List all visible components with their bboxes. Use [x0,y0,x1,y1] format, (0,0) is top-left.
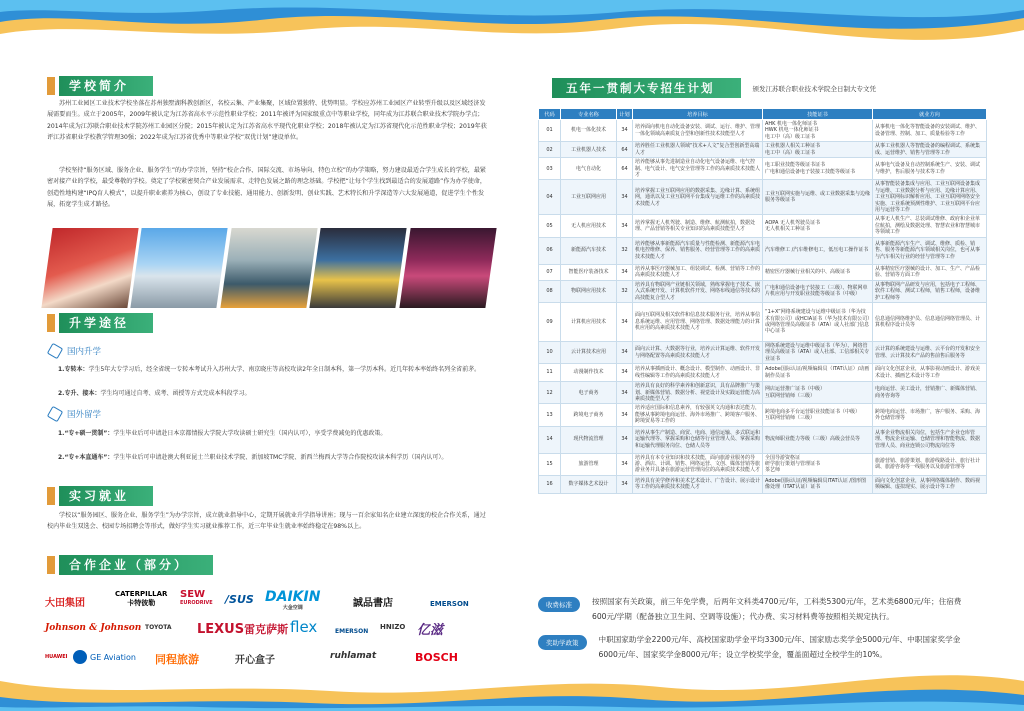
logo-ruhlamat: ruhlamat [330,651,377,661]
item-label: 1.“专+硕一贯制”： [58,430,114,437]
table-row [539,426,987,453]
fee-text: 按照国家有关政策，前三年免学费，后两年文科类4700元/年，工科类5300元/年，艺术类6800元/年；住宿费600元/学期（配备独立卫生间、空调等设施）；代办费、实习材料费等按照相关规定执行。 [592,597,962,621]
table-row [539,453,987,475]
quota-cell: 34 [617,364,633,382]
table-header-row [539,109,987,120]
ge-monogram-icon [73,650,87,664]
code-cell: 07 [539,264,561,280]
table-row [539,215,987,237]
career-cell: 从事企业物流相关岗位，包括生产企业仓库管理、物流企业运输、仓储管理和智能物流、数据管理人员、商业连锁公司物流岗位等 [873,426,987,453]
logo-kaixinhezi: 开心盒子 [235,655,275,666]
photo-chorus [399,228,497,308]
header-accent [47,556,55,574]
career-cell: 从事精密医疗器械的设计、加工、生产、产品检验、营销等方面工作 [873,264,987,280]
cert-cell: 工业机器人相关工种证书 电工中（高）级工证书 [763,142,873,158]
goal-cell: 培养面向机电自动化设备安装、调试、运行、维护、管理一体化领域高素质复合型和创新性技术技能型人才 [633,120,763,142]
logo-ge-text: GE Aviation [90,652,136,662]
cert-cell: Adobe国际认证/视频编辑员ITAT认证 /图形图像处理（ITAT认证）证书 [763,475,873,493]
code-cell: 01 [539,120,561,142]
career-cell: 旅游营销、旅游策划、旅游线路设计、旅行社计调、旅游咨询等一线服务以及旅游管理等 [873,453,987,475]
major-cell: 云计算技术应用 [561,341,617,363]
major-cell: 工业机器人技术 [561,142,617,158]
goal-cell: 培养从事生产制造、商贸、电商、通信运输、多式联运和运输代理等、掌握采购和仓储等行业管理人员、掌握采购和运输代理服务岗位、仓储人员等 [633,426,763,453]
career-cell: 面向文化创意企业，从事网络媒体制作、数码视频编辑、虚拟现实、展示设计等工作 [873,475,987,493]
major-cell: 现代物流管理 [561,426,617,453]
cert-cell: 网店运营推广证书（中级） 互联网营销师（三级） [763,382,873,404]
career-cell: 从事工业机器人等智能设备的编程调试、系统集成、运营维护、销售与管理等工作 [873,142,987,158]
major-cell: 旅游管理 [561,453,617,475]
logo-sew [180,590,213,606]
logo-eslite: 誠品書店 [353,598,393,609]
logo-datian: 大田集团 [45,598,85,609]
code-cell: 10 [539,341,561,363]
about-paragraph-1: 苏州工业园区工业技术学校坐落在苏州独墅湖科教创新区，名校云集、产业集聚，区域位置独特、优势明显。学校应苏州工业园区产业转型升级以及区域经济发展需要而生。成立于2005年，2009年被认定为江苏省高水平示范性职业学校；2011年被评为国家级重点中等职业学校，同年成为江苏联合职业技术学院办学点；2014年成为江苏联合职业技术学院苏州工业园区分院；2015年被认定为江苏省高水平现代化职业学校；2018年被认定为江苏省现代化示范性职业学校；2019年获评江苏省职业学校教学管理30强；2022年成为江苏省优秀中等职业学校“双优计划”建设单位。 [47,100,487,142]
code-cell: 03 [539,158,561,180]
logo-daikin-en: DAIKIN [265,589,321,605]
quota-cell: 32 [617,237,633,264]
item-label: 2.专升、接本： [58,390,101,397]
domestic-subheader [49,345,101,357]
major-cell: 动漫制作技术 [561,364,617,382]
code-cell: 04 [539,180,561,215]
quota-cell: 34 [617,341,633,363]
major-cell: 机电一体化技术 [561,120,617,142]
code-cell: 11 [539,364,561,382]
logo-lexus-cn: 雷克萨斯 [244,623,289,636]
item-text: 学生5年大专学习后，经全省统一专转本考试升入苏州大学、南京晓庄等高校攻读2年全日制本科，第一学历本科。近几年转本率始终名列全省前茅。 [88,366,481,373]
logo-hnizo: HNIZO [380,623,406,631]
major-cell: 计算机应用技术 [561,302,617,341]
code-cell: 06 [539,237,561,264]
quota-cell: 34 [617,180,633,215]
photo-lab [310,228,408,308]
logo-caterpillar-cn: 卡特彼勒 [127,599,156,607]
item-label: 1.专转本： [58,366,89,373]
table-row [539,237,987,264]
about-title: 学校简介 [59,76,153,96]
major-cell: 物联网应用技术 [561,280,617,302]
col-header: 就业方向 [873,109,987,120]
col-header: 培养目标 [633,109,763,120]
item-text: 学生均可通过自考、成考、函授等方式完成本科段学习。 [100,390,251,397]
partner-logos [45,590,485,670]
code-cell: 15 [539,453,561,475]
logo-flex: flex [290,618,318,636]
career-cell: 从事无人机生产、总装调试维修、政府和企业单位航拍，测绘及数据处理、智慧农业和智慧城市等领域工作 [873,215,987,237]
abroad-item-2 [58,452,488,463]
table-row [539,475,987,493]
goal-cell: 培养具有物联网产业链相关领域，熟练掌握电子技术、嵌入式系统开发、计算机软件开发、网络布线通信等技术的高技能复合型人才 [633,280,763,302]
cert-cell: 工业互联网实施与运维、或工业数据采集与边缘服务等级证书 [763,180,873,215]
logo-johnson: Johnson & Johnson [45,623,142,633]
logo-ge-aviation [73,650,136,664]
fee-standard-block [538,594,988,624]
table-row [539,180,987,215]
major-cell: 工业互联网应用 [561,180,617,215]
code-cell: 05 [539,215,561,237]
cert-cell: Adobe国际认证/视频编辑员（ITAT认证）/动画制作员证书 [763,364,873,382]
partners-title: 合作企业（部分） [59,555,213,575]
plan-header [552,78,876,98]
cert-cell: 全国导游资格证 研学旅行策划与管理证书 茶艺师 [763,453,873,475]
domestic-title: 国内升学 [67,347,102,357]
aid-text: 中职国家助学金2200元/年、高校国家助学金平均3300元/年、国家励志奖学金5000元/年、中职国家奖学金6000元/年、国家奖学金8000元/年；设立学校奖学金，覆盖面超过全校学生的10%。 [598,635,961,659]
item-label: 2.“专+本直通车”： [58,454,114,461]
header-accent [47,487,55,505]
goal-cell: 培养具有良好的科学素养和创新意识，具有品牌推广与策划、新媒体营销、数据分析、视觉设计及实践运营能力高素质技能型人才 [633,382,763,404]
cert-cell: 精密医疗器械行业相关的中、高级证书 [763,264,873,280]
code-cell: 13 [539,404,561,426]
cert-cell: “1+X”网络系统建设与运维中级证书（华为技术有限公司）或HCIA证书（华为技术有限公司）或网络管理员高级证书（ATA）或人社部门信息中心证书 [763,302,873,341]
employment-section-header [47,486,153,506]
quota-cell: 32 [617,280,633,302]
col-header: 计划 [617,109,633,120]
enrollment-plan-table [538,108,987,494]
table-row [539,264,987,280]
photo-ceremony [41,228,139,308]
major-cell: 智能医疗装备技术 [561,264,617,280]
logo-toyota: TOYOTA [145,624,172,631]
abroad-title: 国外留学 [67,410,102,420]
table-row [539,341,987,363]
logo-emerson-1: EMERSON [430,600,469,608]
major-cell: 电子商务 [561,382,617,404]
photo-workshop [220,228,318,308]
about-paragraph-2: 学校坚持“服务区域、服务企业、服务学生”的办学宗旨，坚持“校企合作、国际交流、市场导向、特色立校”的办学策略，努力建设最适合学生成长的学校，最紧密对接产业的学校，最受尊敬的学校。奠定了学校紧密契合产业发展需求、走特色发展之路的理念基础。学校把“让每个学生找到最适合的发展道路”作为办学使命，创造性地构建“IPQ育人模式”，以提升职业素养为核心，创设了专业技能、通用能力、创新发明、创业实践、艺术特长和升学深造等六大发展通道，促进学生个性发展，拓宽学生成才路径。 [47,167,487,209]
top-wave-decoration [0,0,1024,80]
goal-cell: 培养掌握工业互联网应用的数据采集、边缘计算、系统组网，通讯以及工业互联网平台集成与运维工作的高素质技术技能人才 [633,180,763,215]
logo-bosch: BOSCH [415,651,458,664]
code-cell: 02 [539,142,561,158]
quota-cell: 34 [617,453,633,475]
col-header: 技能证书 [763,109,873,120]
table-row [539,364,987,382]
logo-asus: /SUS [225,593,254,606]
major-cell: 跨境电子商务 [561,404,617,426]
photo-building [131,228,229,308]
goal-cell: 培养适应国际和信息素养，有较强英文沟通和表达能力，能够从事跨境电商运营、海外市场推广、跨境客户服务、跨境贸易等工作的 [633,404,763,426]
career-cell: 从事机电一体化等智能设备的安装调试、维护、设备管理、控制、加工、质量检验等工作 [873,120,987,142]
quota-cell: 34 [617,215,633,237]
col-header: 专业名称 [561,109,617,120]
goal-cell: 面向互联网及相关软件和信息技术服务行业，培养从事信息系统运维、应用管理、网络管理、数据处理能力的计算机应用的高素质技术技能人才 [633,302,763,341]
plan-title: 五年一贯制大专招生计划 [552,78,741,98]
logo-huawei: HUAWEI [45,654,68,660]
cert-cell: 电工职业技能等级证书证书 广电和通信设备电子装接工技能等级证书 [763,158,873,180]
career-cell: 云计算的系统建设与运维、云平台的开发和安全管理、云计算技术产品的售前售后服务等 [873,341,987,363]
goal-cell: 培养掌握无人机驾驶、制造、维修、航测航拍，数据处理、产品营销等相关专业知识的高素质技能型人才 [633,215,763,237]
abroad-subheader [49,408,101,420]
career-cell: 电商运营、美工设计，营销推广、新媒体营销、商务咨询等 [873,382,987,404]
code-cell: 14 [539,426,561,453]
logo-daikin [265,590,320,611]
major-cell: 数字媒体艺术设计 [561,475,617,493]
employment-paragraph: 学校以“服务园区、服务企业、服务学生”为办学宗旨，成立就业指导中心，定期开展就业升学指导讲座；现与一百余家知名企业建立深度的校企合作关系，通过校内毕业生双选会、校园专场招聘会等形式，做好学生实习就业推荐工作，近三年毕业生就业率始终稳定在98%以上。 [47,512,486,531]
quota-cell: 34 [617,302,633,341]
cert-cell: 汽车维修工 /汽车维修电工，低压电工操作证书 [763,237,873,264]
table-row [539,158,987,180]
logo-caterpillar-en: CATERPILLAR [115,590,168,598]
quota-cell: 64 [617,142,633,158]
goal-cell: 培养胜任工业机器人领域“技术+人文”复合型创新型高端人才 [633,142,763,158]
logo-sew-main: SEW [180,589,206,600]
cert-cell: AHK 机电一体化师证书 HWK 机电一体化师证书 电工中（高）级工证书 [763,120,873,142]
fee-tag: 收费标准 [538,597,580,612]
cert-cell: 广电和通信设备电子装接工（三级）、物联网单片机应用与开发职业技能等级证书（中级） [763,280,873,302]
logo-lexus-en: LEXUS [197,622,245,637]
table-row [539,404,987,426]
table-body [539,120,987,494]
table-row [539,382,987,404]
table-row [539,302,987,341]
domestic-item-1 [58,364,488,375]
code-cell: 09 [539,302,561,341]
hexagon-icon [47,406,63,422]
career-cell: 从事智能装备集成与应用、工业互联网设备集成与运维、工业数据分析与应用、边缘计算应用、工业互联网标识解析应用、工业互联网网络安全实施、工业系统预测性维护、工业互联网平台应用与运营等工作 [873,180,987,215]
major-cell: 无人机应用技术 [561,215,617,237]
col-header: 代码 [539,109,561,120]
about-section-header [47,76,153,96]
campus-photos [47,228,491,308]
goal-cell: 培养从事医疗器械加工、组装调试、检测、营销等工作的高素质技术技能人才 [633,264,763,280]
item-text: 学生毕业后可申请赴澳大利亚昆士兰职业技术学院、新加坡TMC学院、新西兰梅西大学等合作院校攻读本科学历（国内认可）。 [113,454,448,461]
hexagon-icon [47,343,63,359]
cert-cell: 跨境电商多平台运营职业技能证书（中级） 互联网营销师（三级） [763,404,873,426]
major-cell: 新能源汽车技术 [561,237,617,264]
cert-cell: 网络系统建设与运维中级证书（华为）、网络管理员高级证书（ATA）或人社部、工信部相关专业证书 [763,341,873,363]
quota-cell: 34 [617,264,633,280]
quota-cell: 34 [617,120,633,142]
aid-tag: 奖助学政策 [538,635,587,650]
logo-lexus [197,621,288,637]
further-title: 升学途径 [59,313,153,333]
code-cell: 16 [539,475,561,493]
quota-cell: 34 [617,475,633,493]
quota-cell: 34 [617,404,633,426]
quota-cell: 64 [617,158,633,180]
employment-title: 实习就业 [59,486,153,506]
career-cell: 从事物联网产品研发与应用，包括电子工程师、软件工程师、测试工程师，销售工程师，设备维护工程师等 [873,280,987,302]
aid-policy-block [538,632,988,662]
table-row [539,142,987,158]
item-text: 学生毕业后可申请赴日本京都情报大学院大学攻读硕士研究生（国内认可），享受学费减免的优惠政策。 [113,430,387,437]
code-cell: 08 [539,280,561,302]
partners-section-header [47,555,213,575]
cert-cell: 物流师职业能力等级（三级）高级会营员等 [763,426,873,453]
logo-caterpillar [115,590,167,608]
logo-emerson-2: EMERSON [335,628,369,635]
goal-cell: 面向云计算、大数据等行业，培养云计算运维、软件开发与网络配置等高素质技术技能人才 [633,341,763,363]
goal-cell: 培养从事插画设计、概念设计、模型制作、动画设计、非线性编辑等工作的高素质技术技能人才 [633,364,763,382]
career-cell: 信息通信网络维护员、信息通信网络管理员、计算机程序设计员等 [873,302,987,341]
goal-cell: 培养具有美学修养和美术艺术设计、广告设计、展示设计等工作的高素质技术技能人才 [633,475,763,493]
cert-cell: AOPA 无人机驾驶员证书 无人机相关工种证书 [763,215,873,237]
quota-cell: 34 [617,426,633,453]
abroad-item-1 [58,428,488,439]
logo-sew-sub: EURODRIVE [180,600,213,606]
major-cell: 电气自动化 [561,158,617,180]
domestic-item-2 [58,388,488,399]
quota-cell: 34 [617,382,633,404]
career-cell: 面向文化创意企业，从事影视动画设计、游戏美术设计、插画艺术设计等工作 [873,364,987,382]
plan-subtitle: 颁发江苏联合职业技术学院全日制大专文凭 [752,84,876,93]
further-section-header [47,313,153,333]
table-row [539,120,987,142]
logo-daikin-cn: 大金空调 [282,605,303,611]
career-cell: 从事新能源汽车生产、调试、维修、质检、销售、服务等新能源汽车领域相关岗位，也可从事与汽车相关行业的经营与管理等工作 [873,237,987,264]
table-row [539,280,987,302]
goal-cell: 培养能够从事新能源汽车质量与性能检测、新能源汽车电机电控维修、保养、销售服务、经营管理等工作的高素质技术技能人才 [633,237,763,264]
career-cell: 跨境电商运营、市场推广，客户服务、采购、海外仓储管理等 [873,404,987,426]
goal-cell: 培养能够从事先进制造业自动化电气设备运维、电气控制、电气设计、电气安全管理等工作的高素质技术技能人才 [633,158,763,180]
goal-cell: 培养具有本专业知识和技术技能，面向旅游业服务的导游、酒店、计调、销售、网络运营、文创、媒体营销等旅游业务并具备在旅游运营管理岗位的高素质技术技能人才 [633,453,763,475]
logo-tongcheng: 同程旅游 [155,653,199,666]
code-cell: 12 [539,382,561,404]
career-cell: 从事电气设备及自动控制系统生产、安装、调试与维护，售后服务与技术等工作 [873,158,987,180]
header-accent [47,77,55,95]
header-accent [47,314,55,332]
logo-yizi: 亿滋 [417,623,444,638]
